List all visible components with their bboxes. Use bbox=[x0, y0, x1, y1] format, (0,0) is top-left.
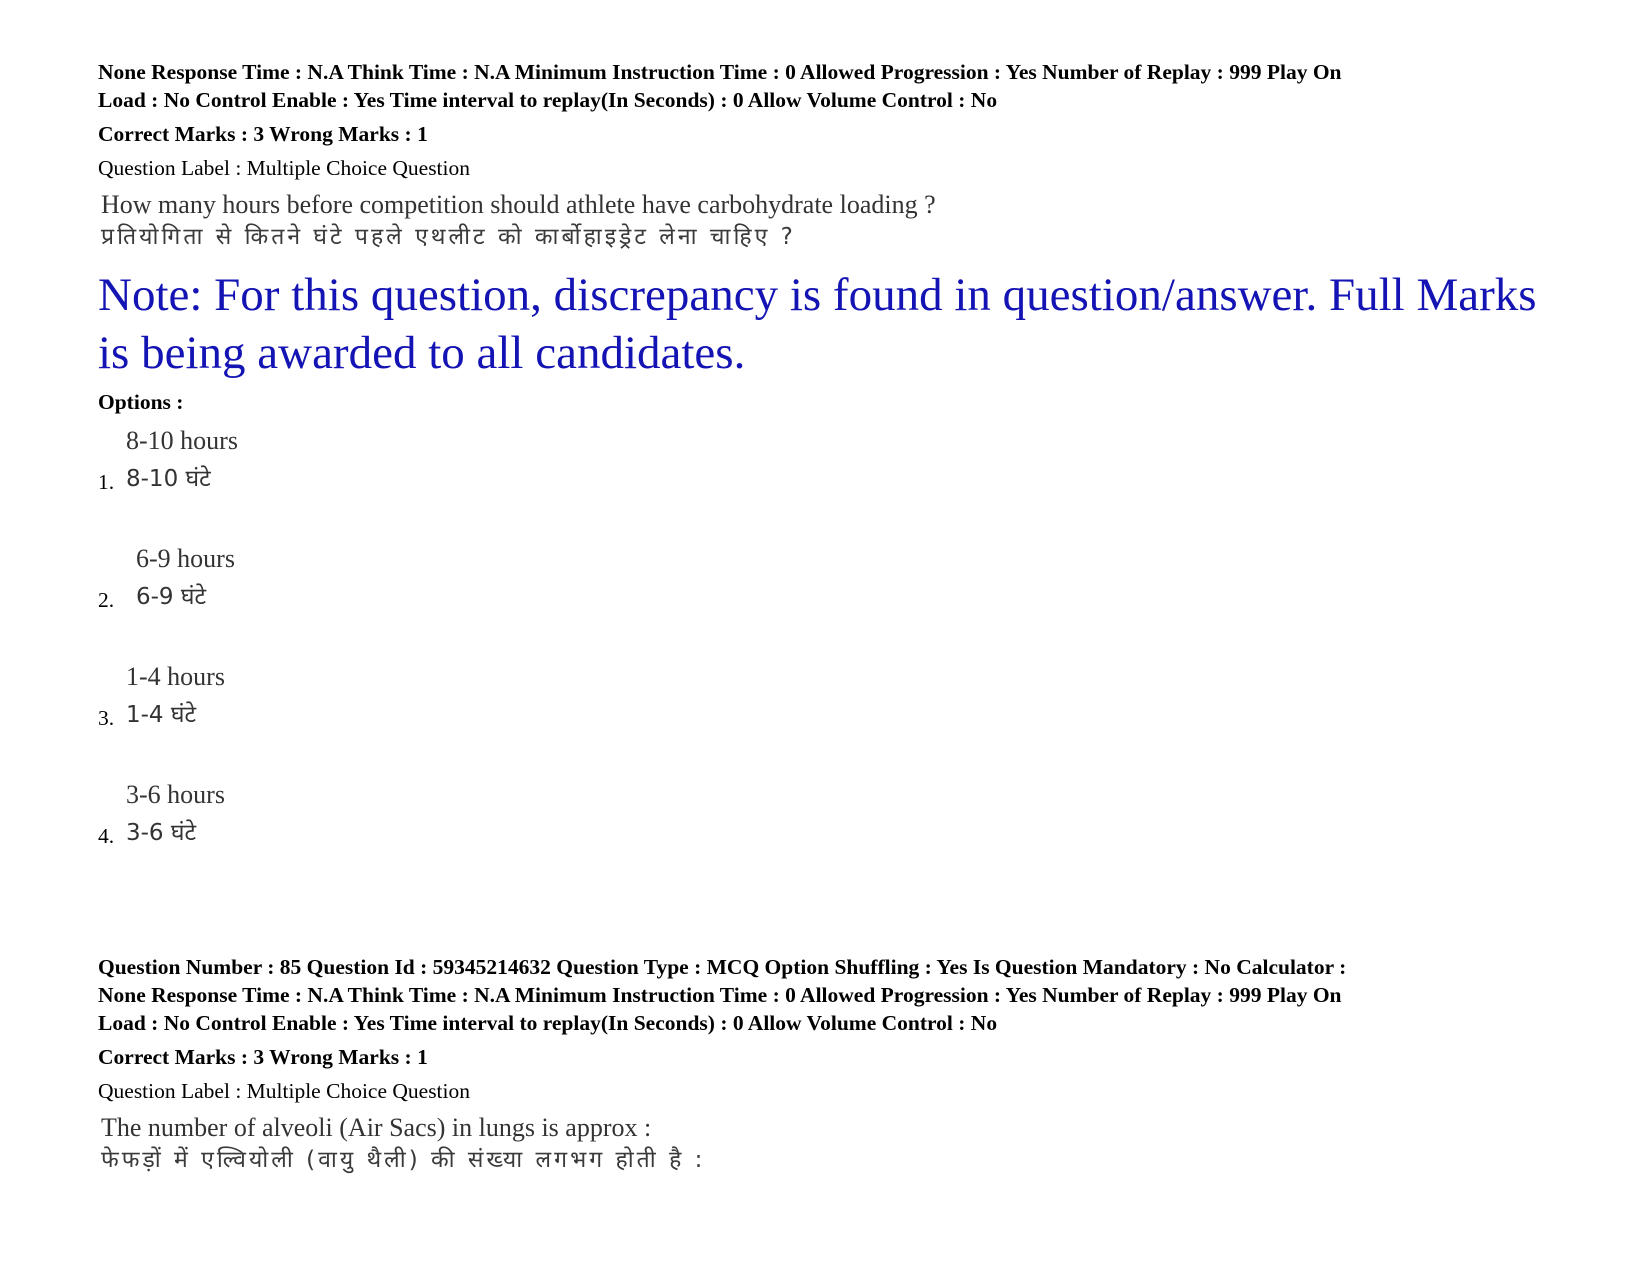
question-85-block bbox=[98, 953, 1568, 1177]
question-text-english: How many hours before competition should athlete have carbohydrate loading ? bbox=[101, 190, 936, 219]
option-text-hindi: 8-10 घंटे bbox=[126, 466, 211, 492]
option-text-english: 1-4 hours bbox=[126, 662, 225, 691]
question-meta-line: None Response Time : N.A Think Time : N.A Minimum Instruction Time : 0 Allowed Progression : Yes Number of Replay : 999 Play On bbox=[98, 983, 1342, 1007]
question-text bbox=[98, 1111, 1568, 1177]
option-number: 3. bbox=[98, 706, 115, 730]
option-2 bbox=[98, 534, 1568, 652]
option-text-english: 8-10 hours bbox=[126, 426, 238, 455]
question-meta-line: Load : No Control Enable : Yes Time interval to replay(In Seconds) : 0 Allow Volume Control : No bbox=[98, 88, 998, 112]
option-text-hindi: 3-6 घंटे bbox=[126, 820, 197, 846]
option-number: 1. bbox=[98, 470, 115, 494]
marks-line: Correct Marks : 3 Wrong Marks : 1 bbox=[98, 122, 428, 146]
option-1 bbox=[98, 416, 1568, 534]
question-84-block bbox=[98, 58, 1568, 888]
question-meta-line: None Response Time : N.A Think Time : N.A Minimum Instruction Time : 0 Allowed Progression : Yes Number of Replay : 999 Play On bbox=[98, 60, 1342, 84]
discrepancy-note: Note: For this question, discrepancy is found in question/answer. Full Marks is being awarded to all candidates. bbox=[98, 269, 1537, 379]
question-text-english: The number of alveoli (Air Sacs) in lungs is approx : bbox=[101, 1113, 652, 1142]
option-text-hindi: 1-4 घंटे bbox=[126, 702, 197, 728]
option-text bbox=[126, 658, 225, 734]
question-meta-line: Question Number : 85 Question Id : 59345214632 Question Type : MCQ Option Shuffling : Yes Is Question Mandatory : No Calculator : bbox=[98, 955, 1347, 979]
options-heading: Options : bbox=[98, 390, 184, 414]
question-label: Question Label : Multiple Choice Question bbox=[98, 1079, 471, 1103]
question-text-hindi: प्रतियोगिता से कितने घंटे पहले एथलीट को कार्बोहाइड्रेट लेना चाहिए ? bbox=[101, 224, 796, 250]
question-label: Question Label : Multiple Choice Question bbox=[98, 156, 471, 180]
question-text-hindi: फेफड़ों में एल्वियोली (वायु थैली) की संख्या लगभग होती है : bbox=[101, 1147, 706, 1173]
option-text-english: 6-9 hours bbox=[136, 544, 235, 573]
option-text bbox=[126, 422, 238, 498]
option-number: 4. bbox=[98, 824, 115, 848]
option-text-english: 3-6 hours bbox=[126, 780, 225, 809]
option-text-hindi: 6-9 घंटे bbox=[136, 584, 207, 610]
option-number: 2. bbox=[98, 588, 115, 612]
question-text bbox=[98, 188, 1568, 254]
question-meta-line: Load : No Control Enable : Yes Time interval to replay(In Seconds) : 0 Allow Volume Control : No bbox=[98, 1011, 998, 1035]
option-text bbox=[136, 540, 235, 616]
option-4 bbox=[98, 770, 1568, 888]
option-text bbox=[126, 776, 225, 852]
option-3 bbox=[98, 652, 1568, 770]
marks-line: Correct Marks : 3 Wrong Marks : 1 bbox=[98, 1045, 428, 1069]
